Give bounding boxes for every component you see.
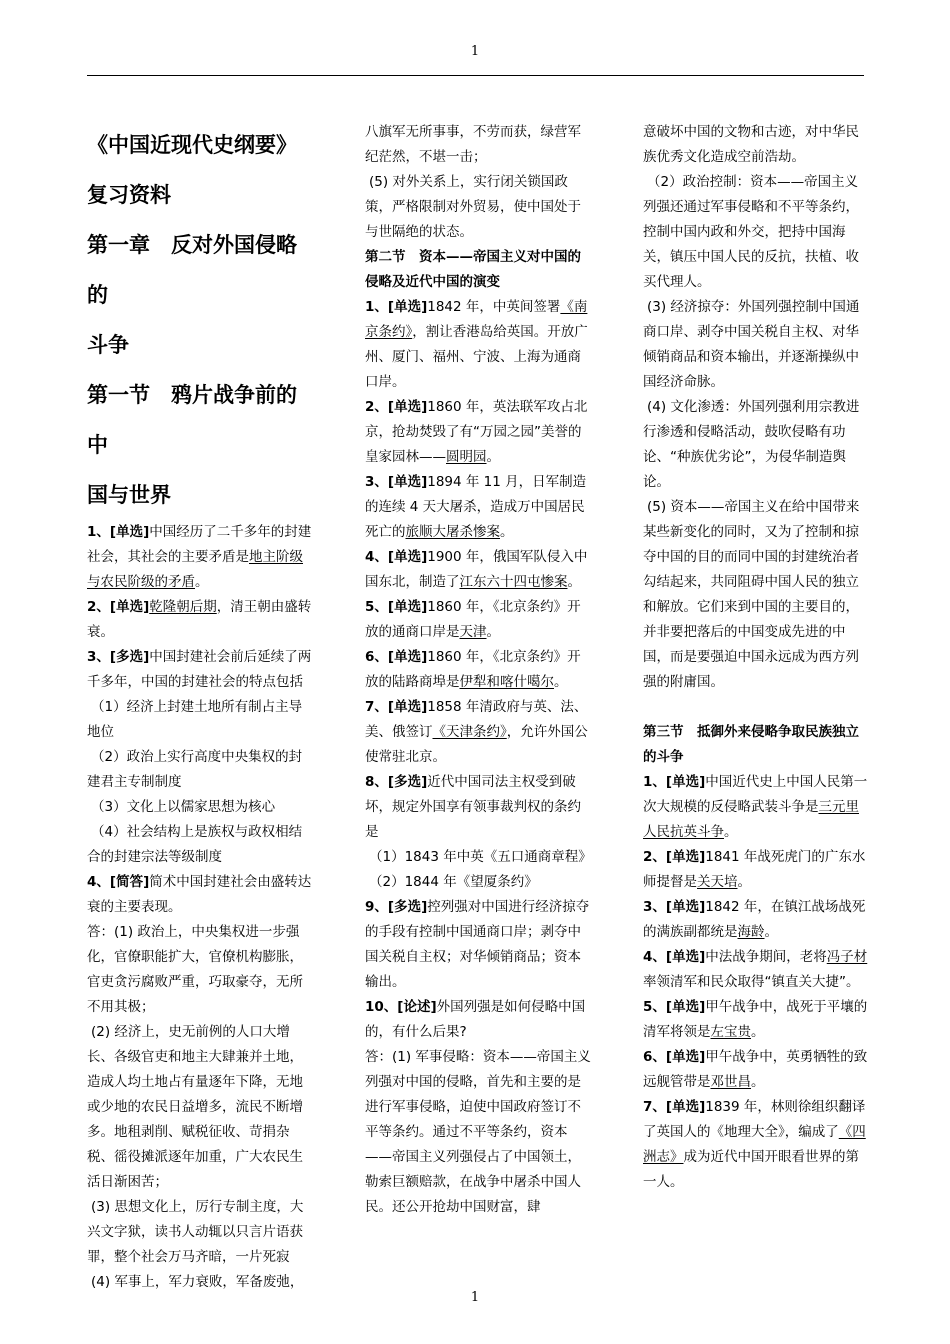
text-run: 甲午战争中，英勇牺牲的致远舰管带是 xyxy=(643,1049,868,1090)
text-run: 1858 年清政府与英、法、美、俄签订 xyxy=(365,699,588,740)
paragraph xyxy=(87,870,312,920)
paragraph xyxy=(365,295,591,395)
text-run: ，清王朝由盛转衰。 xyxy=(87,599,312,640)
paragraph-spacer xyxy=(643,695,870,720)
text-run: 。 xyxy=(500,524,514,540)
page-number-top: 1 xyxy=(470,44,480,59)
paragraph xyxy=(643,845,870,895)
text-run: （2）政治上实行高度中央集权的封建君主专制制度 xyxy=(87,749,303,790)
answer-text: 乾隆朝后期 xyxy=(149,599,217,615)
answer-text: 旅顺大屠杀惨案 xyxy=(405,524,500,540)
paragraph xyxy=(643,1045,870,1095)
paragraph xyxy=(87,520,312,595)
header-rule xyxy=(87,75,864,76)
answer-text: 地主阶级与农民阶级的矛盾 xyxy=(87,549,303,590)
question-type-label: 7、[单选] xyxy=(365,699,428,715)
text-run: 甲午战争中，战死于平壤的清军将领是 xyxy=(643,999,868,1040)
heading: 第一章 反对外国侵略的 xyxy=(87,233,297,307)
paragraph xyxy=(643,495,870,695)
text-run: 1860 年，英法联军攻占北京，抢劫焚毁了有“万园之园”美誉的皇家园林—— xyxy=(365,399,588,465)
question-type-label: 3、[单选] xyxy=(643,899,706,915)
text-run: 率领清军和民众取得“镇直关大捷”。 xyxy=(643,974,860,990)
text-run: 简术中国封建社会由盛转达衰的主要表现。 xyxy=(87,874,312,915)
text-run: 。 xyxy=(486,624,500,640)
heading: 斗争 xyxy=(87,333,129,357)
text-run: 。 xyxy=(195,574,209,590)
text-run: 中国封建社会前后延续了两千多年，中国的封建社会的特点包括 xyxy=(87,649,312,690)
answer-text: 《天津条约》 xyxy=(432,724,507,740)
text-run: 控列强对中国进行经济掠夺的手段有控制中国通商口岸；剥夺中国关税自主权；对华倾销商品；资本输出。 xyxy=(365,899,590,990)
text-run: 成为近代中国开眼看世界的第一人。 xyxy=(643,1149,859,1190)
text-run: 1894 年 11 月，日军制造的连续 4 天大屠杀，造成万中国居民死亡的 xyxy=(365,474,587,540)
text-run: (3) 经济掠夺：外国列强控制中国通商口岸、剥夺中国关税自主权、对华倾销商品和资本输出，并逐渐操纵中国经济命脉。 xyxy=(643,299,860,390)
text-run: 1860 年，《北京条约》开放的通商口岸是 xyxy=(365,599,581,640)
answer-text: 左宝贵 xyxy=(710,1024,751,1040)
text-run: （1）经济上封建土地所有制占主导地位 xyxy=(87,699,303,740)
paragraph xyxy=(87,695,312,745)
text-run: 。 xyxy=(751,1074,765,1090)
paragraph xyxy=(87,920,312,1020)
paragraph xyxy=(87,645,312,695)
text-run: 。 xyxy=(486,449,500,465)
paragraph xyxy=(643,895,870,945)
paragraph xyxy=(643,945,870,995)
question-type-label: 1、[单选] xyxy=(87,524,150,540)
text-run: （4）社会结构上是族权与政权相结合的封建宗法等级制度 xyxy=(87,824,303,865)
text-run: 。 xyxy=(554,674,568,690)
text-run: 。 xyxy=(764,924,778,940)
paragraph xyxy=(365,645,591,695)
answer-text: 《四洲志》 xyxy=(643,1124,866,1165)
answer-text: 伊犁和喀什噶尔 xyxy=(459,674,554,690)
question-type-label: 10、[论述] xyxy=(365,999,437,1015)
text-run: (5) 资本——帝国主义在给中国带来某些新变化的同时，又为了控制和掠夺中国的目的而同中国的封建统治者勾结起来，共同阻碍中国人民的独立和解放。它们来到中国的主要目的，并非要把落后的中国变成先进的中国，而是要强迫中国永远成为西方列强的附庸国。 xyxy=(643,499,860,690)
answer-text: 三元里人民抗英斗争 xyxy=(643,799,859,840)
paragraph xyxy=(365,595,591,645)
text-run: 。 xyxy=(567,574,581,590)
paragraph xyxy=(87,820,312,870)
question-type-label: 6、[单选] xyxy=(365,649,428,665)
paragraph xyxy=(365,995,591,1045)
answer-text: 关天培 xyxy=(697,874,738,890)
text-run: 中法战争期间，老将 xyxy=(705,949,827,965)
text-run: 1841 年战死虎门的广东水师提督是 xyxy=(643,849,866,890)
text-run: 近代中国司法主权受到破坏，规定外国享有领事裁判权的条约是 xyxy=(365,774,581,840)
paragraph xyxy=(365,170,591,245)
paragraph xyxy=(643,295,870,395)
column-left xyxy=(87,120,312,1295)
section-heading: 第二节 资本——帝国主义对中国的侵略及近代中国的演变 xyxy=(365,249,581,290)
paragraph xyxy=(365,395,591,470)
paragraph xyxy=(643,770,870,845)
paragraph xyxy=(365,470,591,545)
text-run: 1839 年，林则徐组织翻译了英国人的《地理大全》，编成了 xyxy=(643,1099,866,1140)
paragraph xyxy=(365,545,591,595)
question-type-label: 2、[单选] xyxy=(365,399,428,415)
text-run: 1842 年，中英间签署 xyxy=(427,299,561,315)
question-type-label: 3、[单选] xyxy=(365,474,428,490)
paragraph xyxy=(643,395,870,495)
text-run: 答：(1) 政治上，中央集权进一步强化，官僚职能扩大，官僚机构膨胀，官吏贪污腐败严重，巧取豪夺，无所不用其极； xyxy=(87,924,303,1015)
page-number-bottom: 1 xyxy=(470,1290,480,1305)
answer-text: 江东六十四屯惨案 xyxy=(459,574,568,590)
paragraph xyxy=(87,1020,312,1195)
column-middle xyxy=(365,120,591,1220)
paragraph xyxy=(87,1195,312,1270)
text-run: (2) 经济上，史无前例的人口大增长、各级官吏和地主大肆兼并土地，造成人均土地占有量逐年下降，无地或少地的农民日益增多，流民不断增多。地租剥削、赋税征收、苛捐杂税、徭役摊派逐年加重，广大农民生活日渐困苦； xyxy=(87,1024,303,1190)
paragraph xyxy=(365,895,591,995)
answer-text: 《南京条约》 xyxy=(365,299,588,340)
text-run: (3) 思想文化上，厉行专制主度，大兴文字狱，读书人动辄以只言片语获罪，整个社会万马齐暗，一片死寂 xyxy=(87,1199,304,1265)
paragraph xyxy=(365,695,591,770)
text-run: ，割让香港岛给英国。开放广州、厦门、福州、宁波、上海为通商口岸。 xyxy=(365,324,588,390)
answer-text: 海龄 xyxy=(737,924,765,940)
text-run: 中国近代史上中国人民第一次大规模的反侵略武装斗争是 xyxy=(643,774,868,815)
question-type-label: 9、[多选] xyxy=(365,899,428,915)
text-run: 外国列强是如何侵略中国的，有什么后果? xyxy=(365,999,586,1040)
paragraph xyxy=(643,1095,870,1195)
text-run: （2）1844 年《望厦条约》 xyxy=(369,874,538,890)
question-type-label: 5、[单选] xyxy=(643,999,706,1015)
question-type-label: 1、[单选] xyxy=(643,774,706,790)
question-type-label: 4、[单选] xyxy=(643,949,706,965)
heading: 《中国近现代史纲要》 xyxy=(87,133,297,157)
text-run: 。 xyxy=(724,824,738,840)
text-run: 1860 年，《北京条约》开放的陆路商埠是 xyxy=(365,649,581,690)
text-run: 1842 年，在镇江战场战死的满族副都统是 xyxy=(643,899,866,940)
question-type-label: 8、[多选] xyxy=(365,774,428,790)
question-type-label: 5、[单选] xyxy=(365,599,428,615)
text-run: 。 xyxy=(751,1024,765,1040)
text-run: (4) 军事上，军力衰败，军备废弛， xyxy=(91,1274,304,1290)
text-run: 中国经历了二千多年的封建社会，其社会的主要矛盾是 xyxy=(87,524,312,565)
text-run: 八旗军无所事事，不劳而获，绿营军纪茫然，不堪一击； xyxy=(365,124,581,165)
answer-text: 冯子材 xyxy=(826,949,868,965)
text-run: ，允许外国公使常驻北京。 xyxy=(365,724,588,765)
question-type-label: 7、[单选] xyxy=(643,1099,706,1115)
question-type-label: 2、[单选] xyxy=(87,599,150,615)
question-type-label: 4、[简答] xyxy=(87,874,150,890)
text-run: (5) 对外关系上，实行闭关锁国政策，严格限制对外贸易，使中国处于与世隔绝的状态。 xyxy=(365,174,581,240)
paragraph xyxy=(87,745,312,795)
column-right xyxy=(643,120,870,1195)
answer-text: 圆明园 xyxy=(446,449,487,465)
paragraph xyxy=(365,770,591,845)
text-run: （3）文化上以儒家思想为核心 xyxy=(91,799,276,815)
paragraph xyxy=(643,170,870,295)
question-type-label: 3、[多选] xyxy=(87,649,150,665)
paragraph xyxy=(365,870,591,895)
paragraph xyxy=(87,795,312,820)
paragraph xyxy=(643,995,870,1045)
paragraph xyxy=(643,120,870,170)
text-run: 答：(1) 军事侵略：资本——帝国主义列强对中国的侵略，首先和主要的是进行军事侵略，迫使中国政府签订不平等条约。通过不平等条约，资本——帝国主义列强侵占了中国领土，勒索巨额赔款，在战争中屠杀中国人民。还公开抢劫中国财富，肆 xyxy=(365,1049,591,1215)
heading: 国与世界 xyxy=(87,483,171,507)
section-heading: 第三节 抵御外来侵略争取民族独立的斗争 xyxy=(643,724,859,765)
text-run: 意破坏中国的文物和古迹，对中华民族优秀文化造成空前浩劫。 xyxy=(643,124,859,165)
answer-text: 邓世昌 xyxy=(710,1074,751,1090)
heading: 第一节 鸦片战争前的中 xyxy=(87,383,297,457)
text-run: (4) 文化渗透：外国列强利用宗教进行渗透和侵略活动，鼓吹侵略有功论、“种族优劣论”，为侵华制造舆论。 xyxy=(643,399,860,490)
text-run: （2）政治控制：资本——帝国主义列强还通过军事侵略和不平等条约，控制中国内政和外交，把持中国海关，镇压中国人民的反抗，扶植、收买代理人。 xyxy=(643,174,859,290)
paragraph xyxy=(365,845,591,870)
question-type-label: 1、[单选] xyxy=(365,299,428,315)
paragraph xyxy=(87,595,312,645)
paragraph xyxy=(365,1045,591,1220)
text-run: 1900 年，俄国军队侵入中国东北，制造了 xyxy=(365,549,588,590)
answer-text: 天津 xyxy=(459,624,487,640)
question-type-label: 4、[单选] xyxy=(365,549,428,565)
text-run: 。 xyxy=(737,874,751,890)
question-type-label: 6、[单选] xyxy=(643,1049,706,1065)
question-type-label: 2、[单选] xyxy=(643,849,706,865)
text-run: （1）1843 年中英《五口通商章程》 xyxy=(369,849,592,865)
heading: 复习资料 xyxy=(87,183,171,207)
paragraph xyxy=(365,120,591,170)
